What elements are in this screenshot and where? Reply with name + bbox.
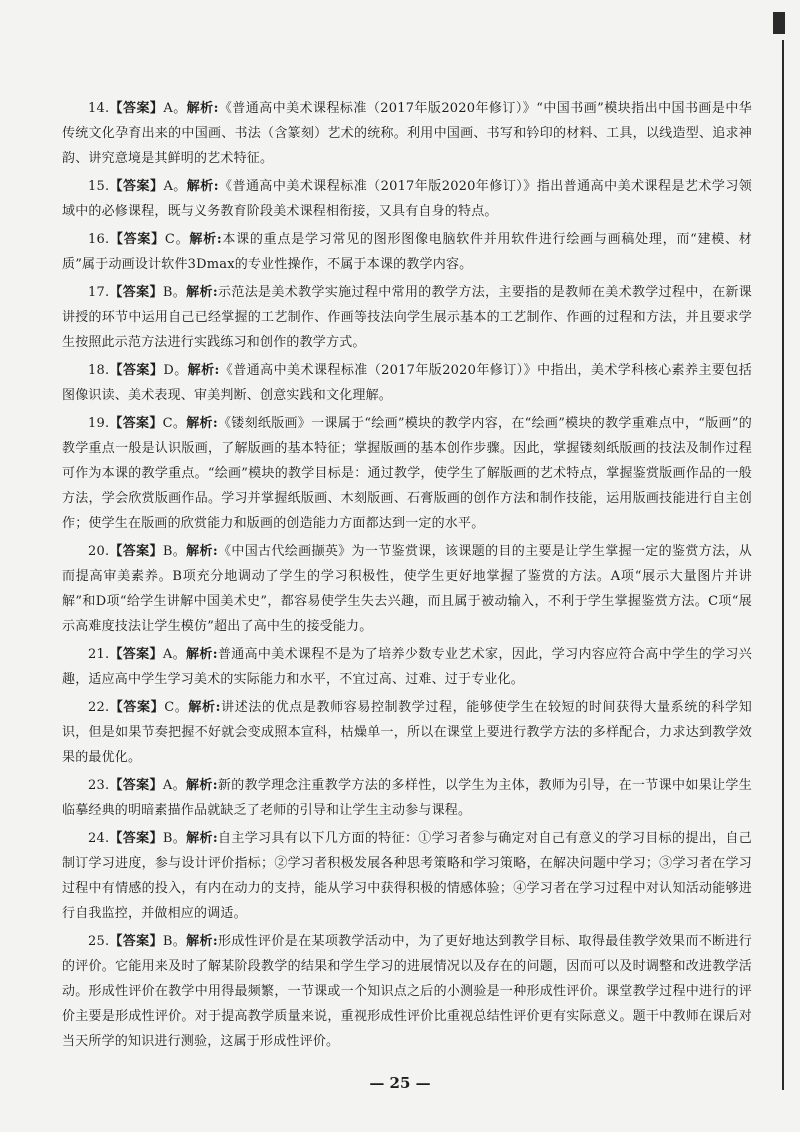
item-number: 17. — [88, 285, 110, 300]
item-number: 20. — [88, 544, 110, 559]
analysis-text: 《普通高中美术课程标准（2017年版2020年修订）》“中国书画”模块指出中国书画是中华传统文化孕育出来的中国画、书法（含篆刻）艺术的统称。利用中国画、书写和钤印的材料、工具，以线造型、追求神韵、讲究意境是其鲜明的艺术特征。 — [62, 101, 752, 166]
analysis-label: 解析: — [186, 544, 218, 559]
item-number: 23. — [88, 778, 110, 793]
analysis-label: 解析: — [188, 700, 221, 715]
answer-item-17 — [62, 280, 752, 355]
answer-choice: B。 — [162, 934, 187, 949]
binding-mark — [773, 12, 785, 34]
analysis-text: 讲述法的优点是教师容易控制教学过程，能够使学生在较短的时间获得大量系统的科学知识，但是如果节奏把握不好就会变成照本宣科，枯燥单一，所以在课堂上要进行教学方法的多样配合，力求达到教学效果的最优化。 — [62, 700, 752, 765]
answer-choice: C。 — [164, 700, 189, 715]
answer-label: 【答案】 — [109, 831, 163, 846]
answer-label: 【答案】 — [109, 285, 163, 300]
answer-label: 【答案】 — [109, 101, 164, 116]
analysis-label: 解析: — [186, 285, 218, 300]
answer-item-25 — [62, 929, 752, 1054]
analysis-label: 解析: — [186, 416, 218, 431]
answer-label: 【答案】 — [109, 416, 163, 431]
analysis-label: 解析: — [185, 647, 218, 662]
analysis-text: 普通高中美术课程不是为了培养少数专业艺术家，因此，学习内容应符合高中学生的学习兴趣，适应高中学生学习美术的实际能力和水平，不宜过高、过难、过于专业化。 — [62, 647, 752, 687]
page-number: — 25 — — [369, 1074, 431, 1092]
answer-item-21 — [62, 642, 752, 692]
item-number: 24. — [88, 831, 110, 846]
binding-line — [782, 40, 784, 1090]
answer-choice: D。 — [163, 363, 188, 378]
answer-item-24 — [62, 826, 752, 926]
answer-item-20 — [62, 539, 752, 639]
answer-item-22 — [62, 695, 752, 770]
answer-item-16 — [62, 227, 752, 277]
analysis-text: 示范法是美术教学实施过程中常用的教学方法，主要指的是教师在美术教学过程中，在新课讲授的环节中运用自己已经掌握的工艺制作、作画等技法向学生展示基本的工艺制作、作画的过程和方法，并且要求学生按照此示范方法进行实践练习和创作的教学方式。 — [62, 285, 752, 350]
answer-choice: A。 — [162, 778, 186, 793]
item-number: 21. — [88, 647, 110, 662]
answer-choice: A。 — [162, 647, 186, 662]
item-number: 16. — [88, 232, 110, 247]
answer-choice: B。 — [162, 285, 187, 300]
analysis-label: 解析: — [186, 831, 218, 846]
answer-choice: B。 — [162, 544, 187, 559]
answer-choice: A。 — [163, 179, 187, 194]
answer-choice: A。 — [163, 101, 187, 116]
answer-label: 【答案】 — [109, 934, 163, 949]
analysis-text: 《普通高中美术课程标准（2017年版2020年修订）》中指出，美术学科核心素养主要包括图像识读、美术表现、审美判断、创意实践和文化理解。 — [62, 363, 752, 403]
item-number: 18. — [88, 363, 110, 378]
analysis-label: 解析: — [185, 778, 218, 793]
answer-item-18 — [62, 358, 752, 408]
analysis-label: 解析: — [186, 934, 218, 949]
answer-label: 【答案】 — [109, 647, 163, 662]
answer-label: 【答案】 — [109, 363, 164, 378]
analysis-label: 解析: — [187, 363, 220, 378]
answer-item-15 — [62, 174, 752, 224]
answer-choice: C。 — [162, 416, 187, 431]
answer-label: 【答案】 — [109, 232, 165, 247]
item-number: 14. — [88, 101, 110, 116]
item-number: 22. — [88, 700, 110, 715]
analysis-text: 《普通高中美术课程标准（2017年版2020年修订）》指出普通高中美术课程是艺术学习领域中的必修课程，既与义务教育阶段美术课程相衔接，又具有自身的特点。 — [62, 179, 752, 219]
analysis-text: 本课的重点是学习常见的图形图像电脑软件并用软件进行绘画与画稿处理，而“建模、材质”属于动画设计软件3Dmax的专业性操作，不属于本课的教学内容。 — [62, 232, 752, 272]
answer-label: 【答案】 — [109, 700, 165, 715]
answer-label: 【答案】 — [109, 544, 163, 559]
answer-item-23 — [62, 773, 752, 823]
answer-item-19 — [62, 411, 752, 536]
answer-label: 【答案】 — [109, 778, 163, 793]
analysis-label: 解析: — [186, 101, 219, 116]
answer-item-14 — [62, 96, 752, 171]
item-number: 15. — [88, 179, 110, 194]
analysis-text: 形成性评价是在某项教学活动中，为了更好地达到教学目标、取得最佳教学效果而不断进行的评价。它能用来及时了解某阶段教学的结果和学生学习的进展情况以及存在的问题，因而可以及时调整和改进教学活动。形成性评价在教学中用得最频繁，一节课或一个知识点之后的小测验是一种形成性评价。课堂教学过程中进行的评价主要是形成性评价。对于提高教学质量来说，重视形成性评价比重视总结性评价更有实际意义。题干中教师在课后对当天所学的知识进行测验，这属于形成性评价。 — [62, 934, 752, 1049]
answer-list — [62, 96, 752, 1057]
analysis-text: 《镂刻纸版画》一课属于“绘画”模块的教学内容，在“绘画”模块的教学重难点中，“版画”的教学重点一般是认识版画，了解版画的基本特征；掌握版画的基本创作步骤。因此，掌握镂刻纸版画的技法及制作过程可作为本课的教学重点。“绘画”模块的教学目标是：通过教学，使学生了解版画的艺术特点，掌握鉴赏版画作品的一般方法，学会欣赏版画作品。学习并掌握纸版画、木刻版画、石膏版画的创作方法和制作技能，运用版画技能进行自主创作；使学生在版画的欣赏能力和版画的创造能力方面都达到一定的水平。 — [62, 416, 752, 531]
analysis-text: 自主学习具有以下几方面的特征：①学习者参与确定对自己有意义的学习目标的提出，自己制订学习进度，参与设计评价指标；②学习者积极发展各种思考策略和学习策略，在解决问题中学习；③学习者在学习过程中有情感的投入，有内在动力的支持，能从学习中获得积极的情感体验；④学习者在学习过程中对认知活动能够进行自我监控，并做相应的调适。 — [62, 831, 752, 921]
item-number: 25. — [88, 934, 110, 949]
analysis-text: 新的教学理念注重教学方法的多样性，以学生为主体，教师为引导，在一节课中如果让学生临摹经典的明暗素描作品就缺乏了老师的引导和让学生主动参与课程。 — [62, 778, 752, 818]
item-number: 19. — [88, 416, 110, 431]
analysis-label: 解析: — [186, 179, 219, 194]
analysis-label: 解析: — [189, 232, 222, 247]
answer-choice: C。 — [164, 232, 190, 247]
analysis-text: 《中国古代绘画撷英》为一节鉴赏课，该课题的目的主要是让学生掌握一定的鉴赏方法，从而提高审美素养。B项充分地调动了学生的学习积极性，使学生更好地掌握了鉴赏的方法。A项“展示大量图片并讲解”和D项“给学生讲解中国美术史”，都容易使学生失去兴趣，而且属于被动输入，不利于学生掌握鉴赏方法。C项“展示高难度技法让学生模仿”超出了高中生的接受能力。 — [62, 544, 752, 634]
answer-choice: B。 — [162, 831, 187, 846]
answer-label: 【答案】 — [109, 179, 164, 194]
